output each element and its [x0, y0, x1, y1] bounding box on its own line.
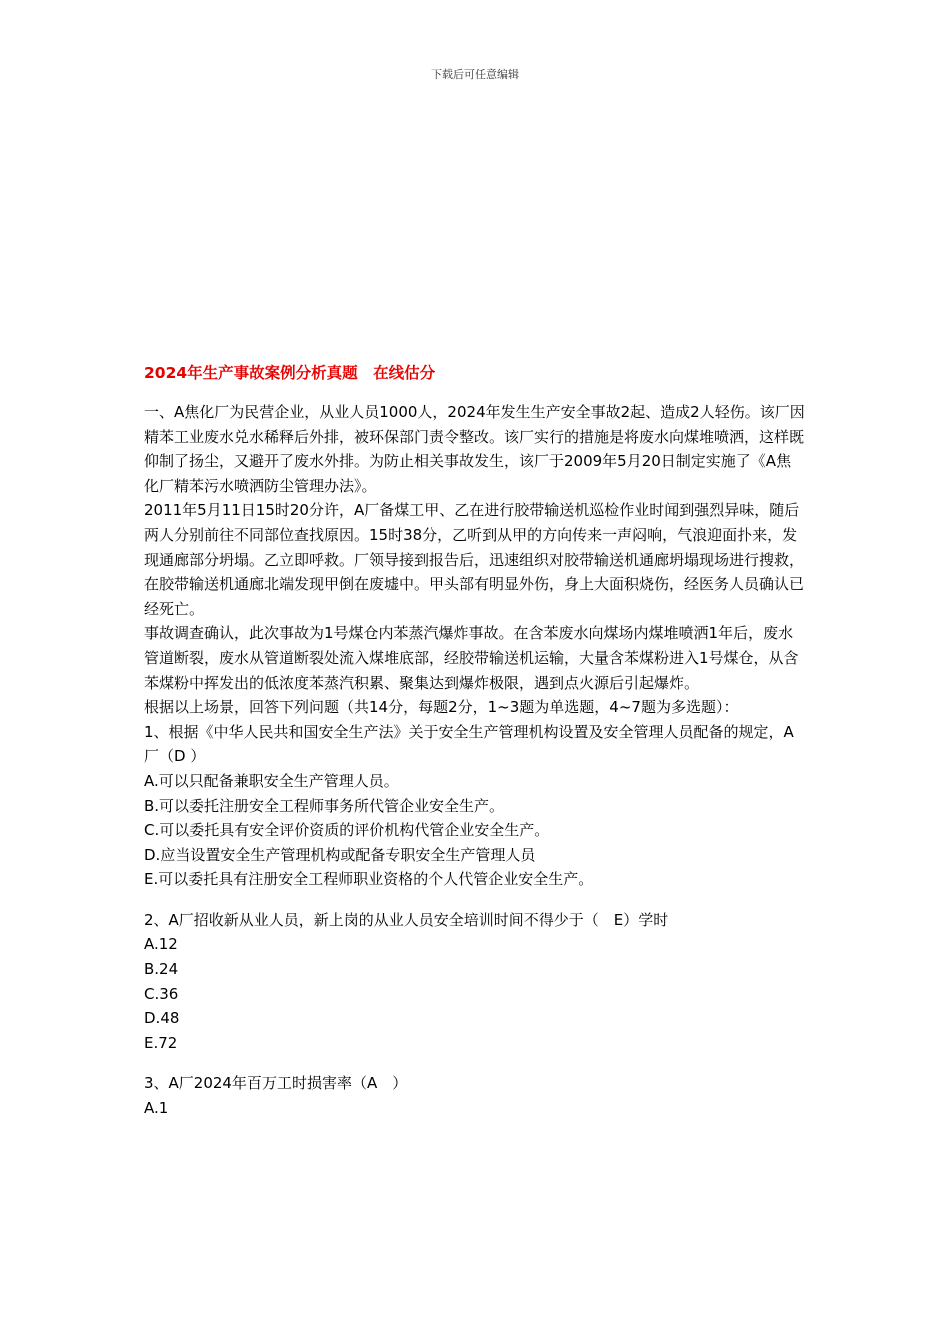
question-option: A.12	[144, 935, 178, 954]
question-option: B.24	[144, 960, 179, 979]
question-stem: 2、A厂招收新从业人员，新上岗的从业人员安全培训时间不得少于（ E）学时	[144, 910, 669, 929]
question-option: D.应当设置安全生产管理机构或配备专职安全生产管理人员	[144, 845, 536, 864]
question-option: A.可以只配备兼职安全生产管理人员。	[144, 771, 399, 790]
spacer	[144, 892, 806, 908]
question-option: E.可以委托具有注册安全工程师职业资格的个人代管企业安全生产。	[144, 870, 594, 889]
question-2	[144, 908, 806, 1056]
question-option: C.36	[144, 984, 179, 1003]
question-option: C.可以委托具有安全评价资质的评价机构代管企业安全生产。	[144, 821, 550, 840]
document-body	[144, 360, 806, 1121]
question-option: B.可以委托注册安全工程师事务所代管企业安全生产。	[144, 796, 505, 815]
question-3	[144, 1071, 806, 1120]
paragraph-investigation: 事故调查确认，此次事故为1号煤仓内苯蒸汽爆炸事故。在含苯废水向煤场内煤堆喷洒1年后，废水管道断裂，废水从管道断裂处流入煤堆底部，经胶带输送机运输，大量含苯煤粉进入1号煤仓，从含苯煤粉中挥发出的低浓度苯蒸汽积累、聚集达到爆炸极限，遇到点火源后引起爆炸。	[144, 624, 799, 692]
question-stem: 1、根据《中华人民共和国安全生产法》关于安全生产管理机构设置及安全管理人员配备的规定，A厂（D ）	[144, 722, 794, 766]
paragraph-intro: 一、A焦化厂为民营企业，从业人员1000人，2024年发生生产安全事故2起、造成2人轻伤。该厂因精苯工业废水兑水稀释后外排，被环保部门责令整改。该厂实行的措施是将废水向煤堆喷洒，这样既仰制了扬尘，又避开了废水外排。为防止相关事故发生，该厂于2009年5月20日制定实施了《A焦化厂精苯污水喷洒防尘管理办法》。	[144, 403, 805, 495]
spacer	[144, 1055, 806, 1071]
page-header: 下载后可任意编辑	[431, 68, 519, 81]
question-1	[144, 720, 806, 892]
question-option: A.1	[144, 1099, 169, 1118]
document-title: 2024年生产事故案例分析真题 在线估分	[144, 364, 436, 382]
paragraph-incident: 2011年5月11日15时20分许，A厂备煤工甲、乙在进行胶带输送机巡检作业时闻到强烈异味，随后两人分别前往不同部位查找原因。15时38分，乙听到从甲的方向传来一声闷响，气浪迎面扑来，发现通廊部分坍塌。乙立即呼救。厂领导接到报告后，迅速组织对胶带输送机通廊坍塌现场进行搜救，在胶带输送机通廊北端发现甲倒在废墟中。甲头部有明显外伤，身上大面积烧伤，经医务人员确认已经死亡。	[144, 501, 805, 618]
question-stem: 3、A厂2024年百万工时损害率（A ）	[144, 1074, 408, 1093]
question-option: E.72	[144, 1033, 178, 1052]
paragraph-instructions: 根据以上场景，回答下列问题（共14分，每题2分，1~3题为单选题，4~7题为多选题）：	[144, 698, 739, 717]
question-option: D.48	[144, 1009, 180, 1028]
